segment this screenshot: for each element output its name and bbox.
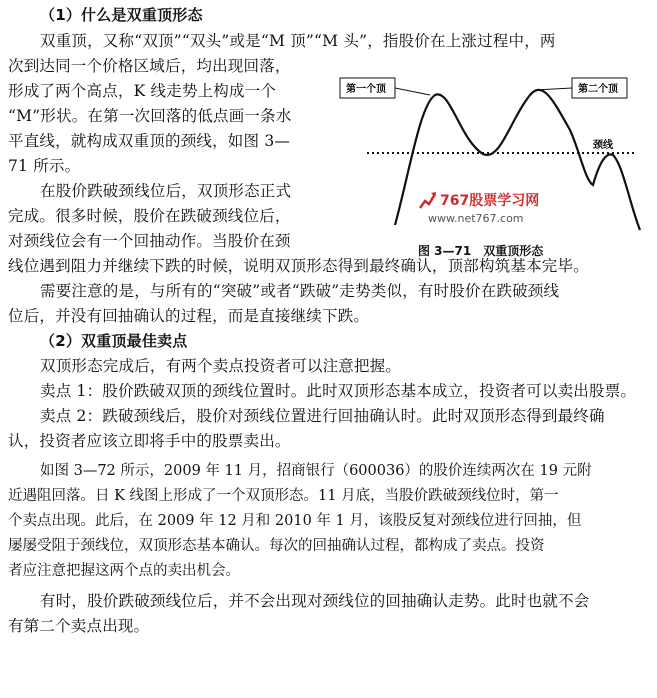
paragraph-line: 有时，股价跌破颈线位后，并不会出现对颈线位的回抽确认走势。此时也就不会 [40,592,590,610]
paragraph-line: 双顶形态完成后，有两个卖点投资者可以注意把握。 [40,357,402,375]
chart-arrow-icon [418,190,438,212]
paragraph-line: 完成。很多时候，股价在跌破颈线位后， [8,207,291,225]
first-top-label: 第一个顶 [346,84,386,95]
first-top-pointer [395,88,430,95]
paragraph-line: 线位遇到阻力并继续下跌的时候，说明双顶形态得到最终确认，顶部构筑基本完毕。 [8,257,589,275]
paragraph-line: 在股价跌破颈线位后，双顶形态正式 [40,182,292,200]
double-top-diagram [335,60,650,265]
double-top-figure [335,60,650,265]
paragraph-line: 近遇阻回落。日 K 线图上形成了一个双顶形态。11 月底，当股价跌破颈线位时，第一 [8,488,559,504]
paragraph-line: 卖点 2：跌破颈线后，股价对颈线位置进行回抽确认时。此时双顶形态得到最终确 [40,407,605,425]
section2-heading: （2）双重顶最佳卖点 [40,332,188,350]
watermark-url: www.net767.com [428,212,524,225]
paragraph-line: 次到达同一个价格区域后，均出现回落， [8,57,291,75]
paragraph-line: 对颈线位会有一个回抽动作。当股价在颈 [8,232,291,250]
paragraph-line: 卖点 1：股价跌破双顶的颈线位置时。此时双顶形态基本成立，投资者可以卖出股票。 [40,382,637,400]
paragraph-line: 有第二个卖点出现。 [8,617,150,635]
paragraph-line: 屡屡受阻于颈线位，双顶形态基本确认。每次的回抽确认过程，都构成了卖点。投资 [8,538,545,554]
paragraph-line: 认，投资者应该立即将手中的股票卖出。 [8,432,291,450]
paragraph-line: 者应注意把握这两个点的卖出机会。 [8,563,240,579]
neckline-label: 颈线 [593,140,613,151]
paragraph-line: 如图 3—72 所示，2009 年 11 月，招商银行（600036）的股价连续两次在 19 元附 [40,463,592,479]
paragraph-line: “M”形状。在第一次回落的低点画一条水 [8,107,292,125]
second-top-label: 第二个顶 [578,84,618,95]
paragraph-line: 平直线，就构成双重顶的颈线，如图 3— [8,132,291,150]
figure-caption: 图 3—71 双重顶形态 [418,244,544,258]
paragraph-line: 需要注意的是，与所有的“突破”或者“跌破”走势类似，有时股价在跌破颈线 [40,282,560,300]
paragraph-line: 个卖点出现。此后，在 2009 年 12 月和 2010 年 1 月，该股反复对颈线位进行回抽，但 [8,513,582,529]
watermark-site-name: 767股票学习网 [440,193,540,209]
paragraph-line: 位后，并没有回抽确认的过程，而是直接继续下跌。 [8,307,370,325]
paragraph-line: 形成了两个高点，K 线走势上构成一个 [8,82,277,100]
paragraph-line: 71 所示。 [8,157,81,175]
section1-heading: （1）什么是双重顶形态 [40,6,203,24]
paragraph-line: 双重顶，又称“双顶”“双头”或是“M 顶”“M 头”，指股价在上涨过程中，两 [40,32,556,50]
